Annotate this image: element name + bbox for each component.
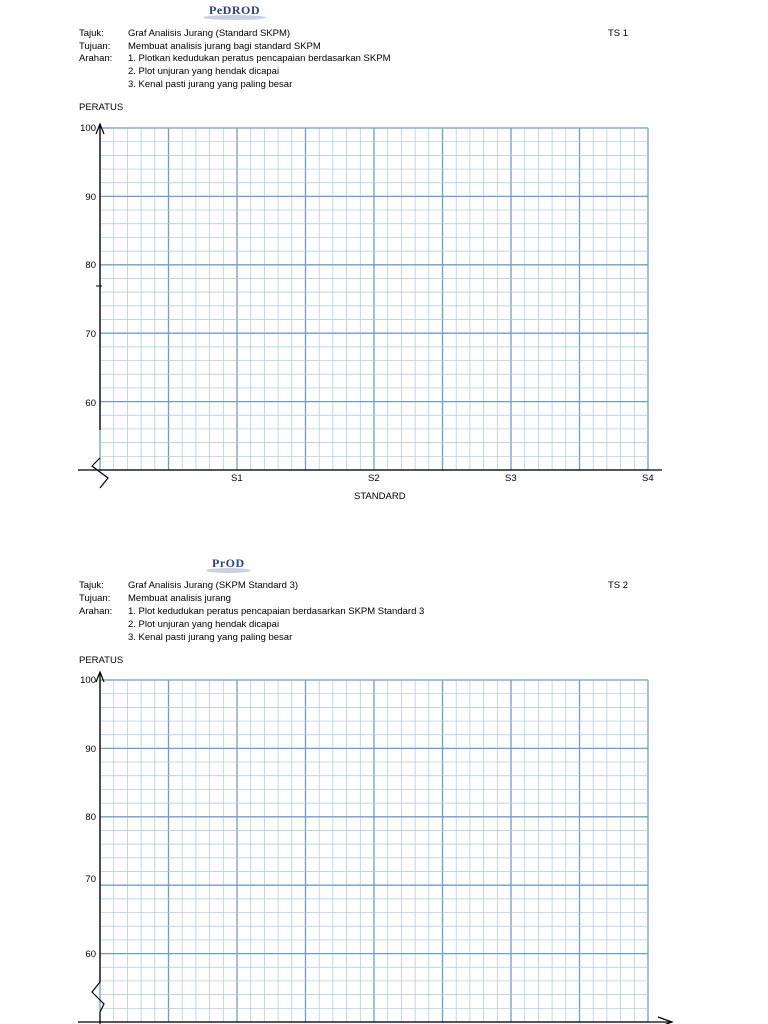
y-tick-label: 70 bbox=[85, 874, 96, 885]
x-tick-label: S4 bbox=[642, 473, 654, 484]
logo: PeDROD bbox=[209, 3, 260, 17]
instructions-label: Arahan: bbox=[79, 53, 113, 64]
purpose-text: Membuat analisis jurang bbox=[128, 593, 231, 604]
y-tick-label: 100 bbox=[80, 123, 96, 134]
instruction-item: 2. Plot unjuran yang hendak dicapai bbox=[128, 66, 280, 77]
instruction-item: 1. Plotkan kedudukan peratus pencapaian berdasarkan SKPM bbox=[128, 53, 391, 64]
instruction-item: 3. Kenal pasti jurang yang paling besar bbox=[128, 632, 293, 643]
instruction-item: 2. Plot unjuran yang hendak dicapai bbox=[128, 619, 280, 630]
x-tick-label: S1 bbox=[231, 473, 243, 484]
graph-paper-grid bbox=[0, 552, 768, 1024]
x-tick-label: S3 bbox=[505, 473, 517, 484]
instructions-label: Arahan: bbox=[79, 606, 113, 617]
x-axis-label: STANDARD bbox=[354, 491, 406, 502]
title-label: Tajuk: bbox=[79, 28, 104, 39]
worksheet-code: TS 1 bbox=[608, 28, 629, 39]
purpose-label: Tujuan: bbox=[79, 41, 111, 52]
y-tick-label: 80 bbox=[85, 812, 96, 823]
title-label: Tajuk: bbox=[79, 580, 104, 591]
y-tick-label: 80 bbox=[85, 260, 96, 271]
instruction-item: 3. Kenal pasti jurang yang paling besar bbox=[128, 79, 293, 90]
instruction-item: 1. Plot kedudukan peratus pencapaian berdasarkan SKPM Standard 3 bbox=[128, 606, 425, 617]
y-tick-label: 60 bbox=[85, 949, 96, 960]
axis-break-icon bbox=[92, 982, 104, 1024]
purpose-text: Membuat analisis jurang bagi standard SKPM bbox=[128, 41, 321, 52]
worksheet-code: TS 2 bbox=[608, 580, 629, 591]
worksheet-ts2 bbox=[0, 552, 768, 1024]
y-axis-label: PERATUS bbox=[79, 655, 124, 666]
worksheet-title: Graf Analisis Jurang (Standard SKPM) bbox=[128, 28, 291, 39]
logo: PrOD bbox=[212, 556, 245, 570]
grid-lines bbox=[100, 680, 648, 1022]
purpose-label: Tujuan: bbox=[79, 593, 111, 604]
y-axis-label: PERATUS bbox=[79, 102, 124, 113]
y-tick-label: 70 bbox=[85, 329, 96, 340]
x-tick-label: S2 bbox=[368, 473, 380, 484]
x-axis-arrow-icon bbox=[658, 1017, 672, 1024]
y-tick-label: 90 bbox=[85, 192, 96, 203]
grid-lines bbox=[100, 128, 648, 470]
y-tick-label: 60 bbox=[85, 398, 96, 409]
y-tick-label: 90 bbox=[85, 744, 96, 755]
worksheet-title: Graf Analisis Jurang (SKPM Standard 3) bbox=[128, 580, 299, 591]
y-tick-label: 100 bbox=[80, 675, 96, 686]
